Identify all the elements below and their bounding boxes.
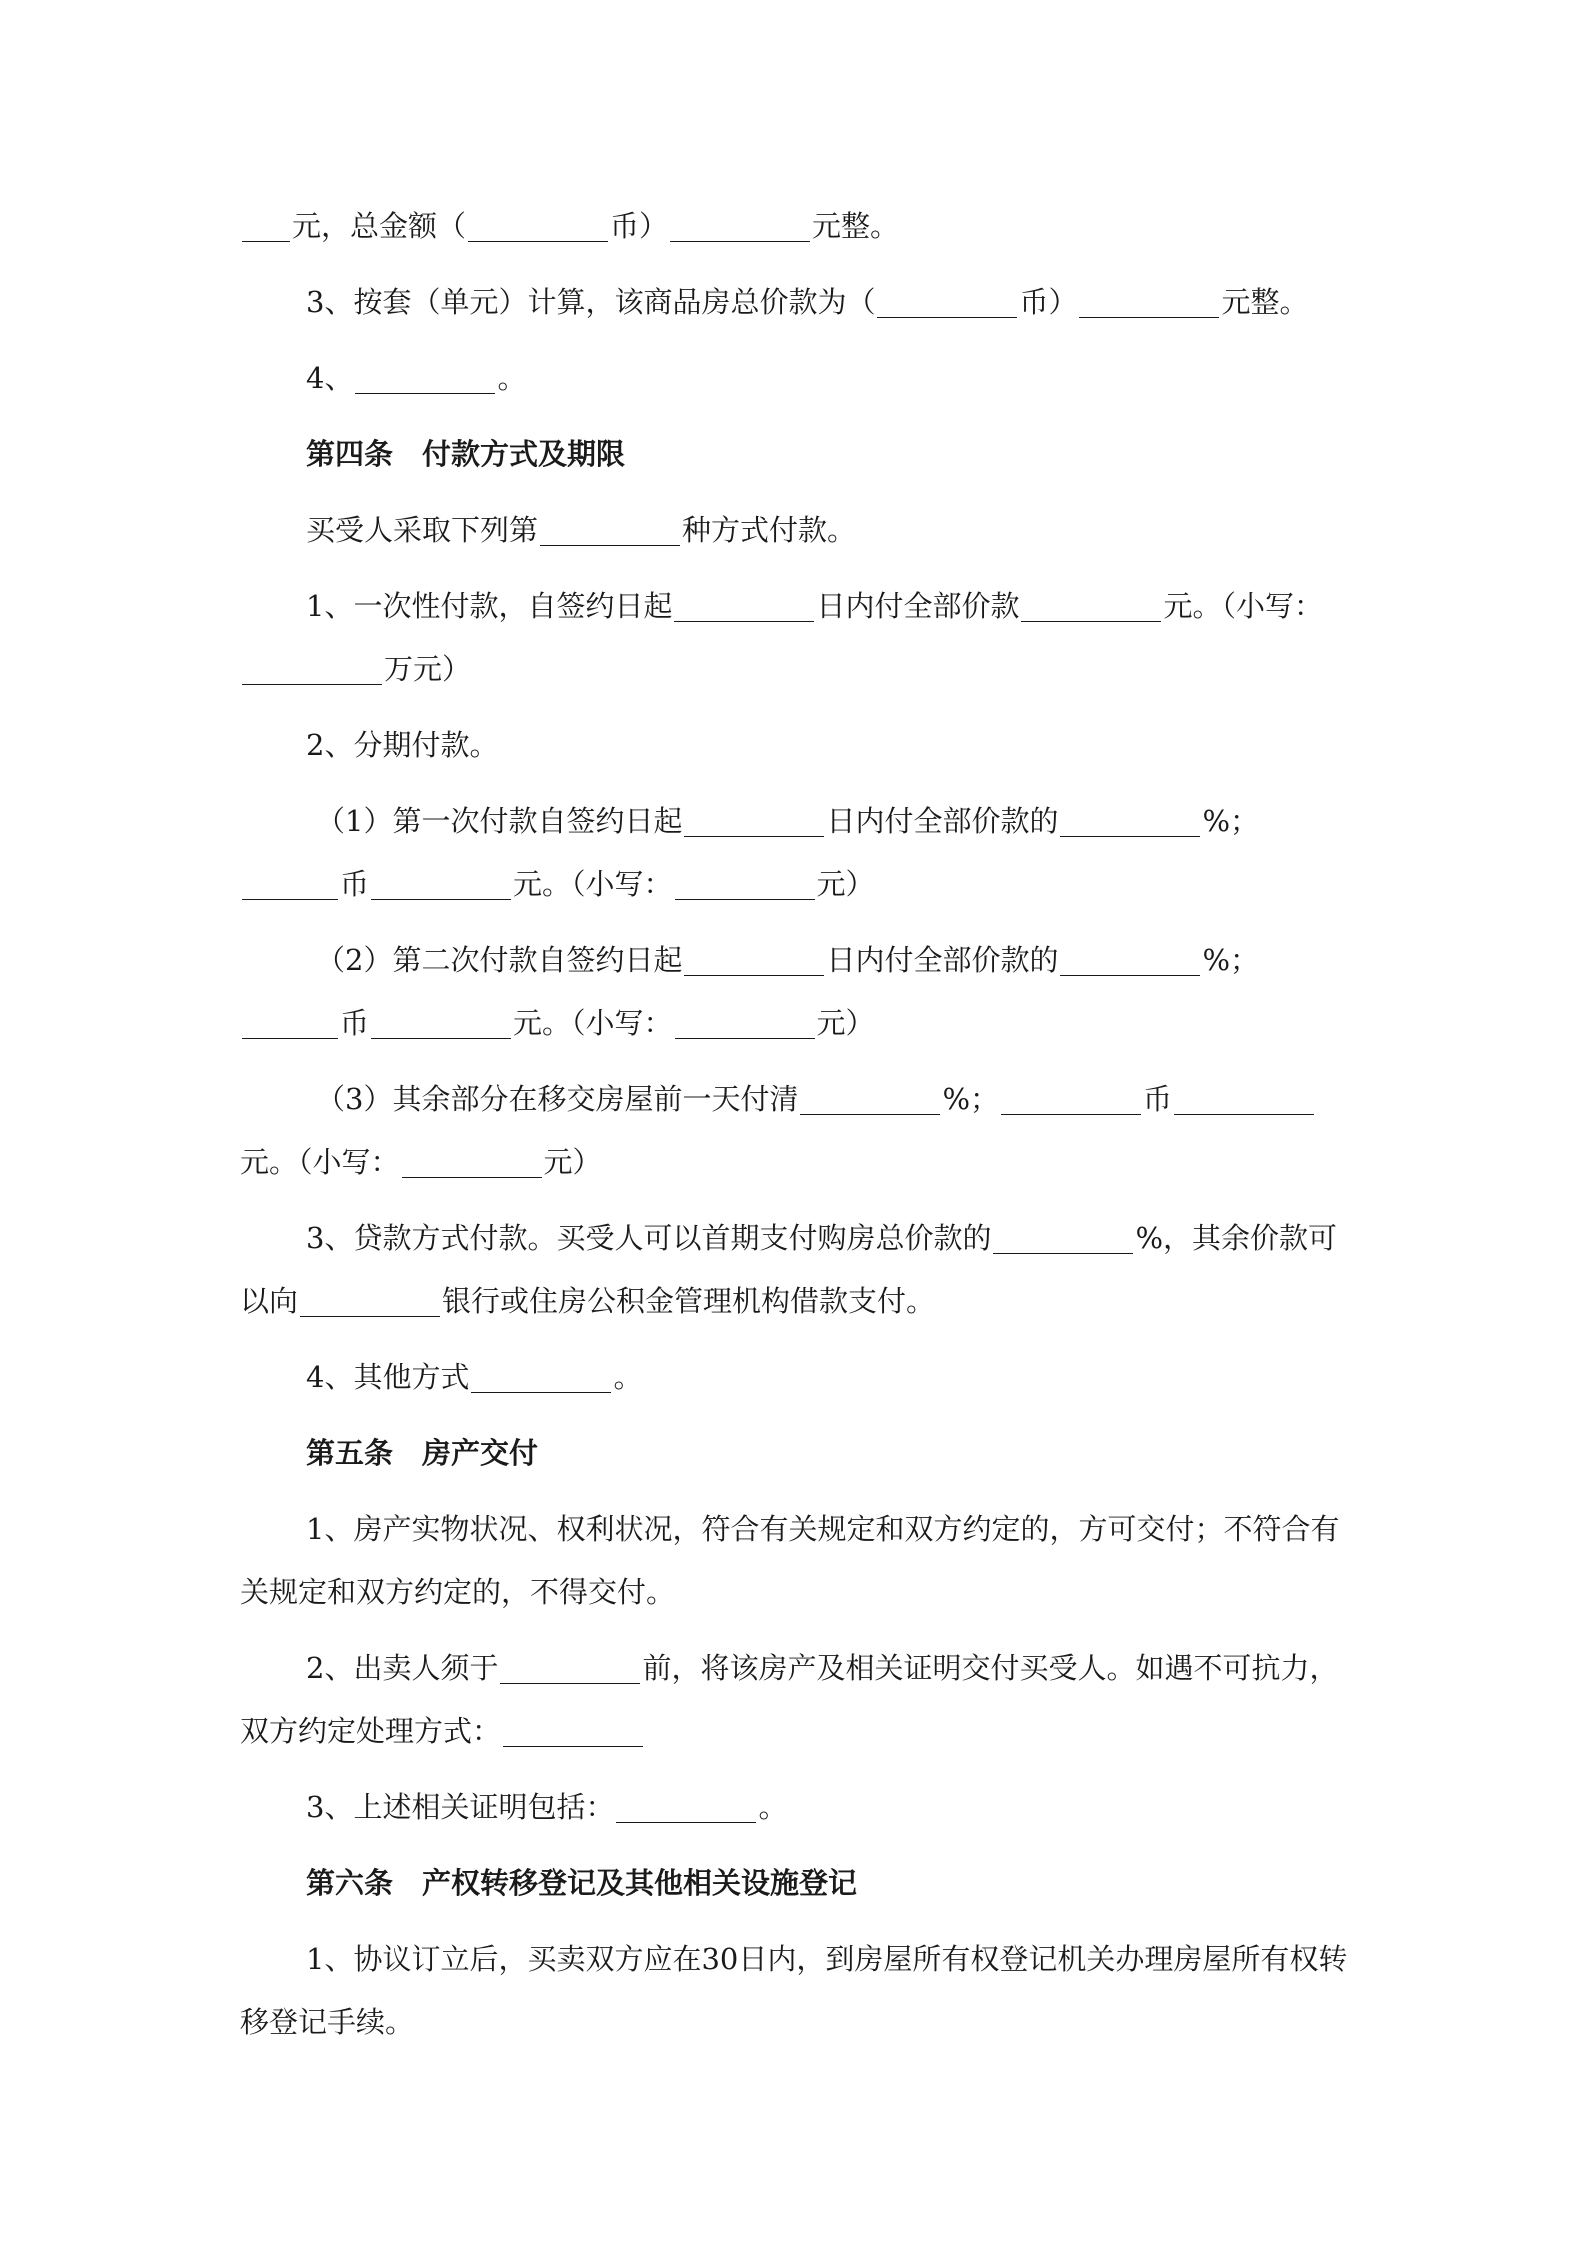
- paragraph-total-amount: 元，总金额（ 币） 元整。: [240, 195, 1350, 258]
- blank-field: [500, 1653, 640, 1684]
- blank-field: [616, 1792, 756, 1823]
- blank-field: [1001, 1084, 1141, 1115]
- blank-field: [877, 287, 1017, 318]
- blank-field: [242, 211, 290, 242]
- blank-field: [468, 211, 608, 242]
- paragraph-delivery-conditions: 1、房产实物状况、权利状况，符合有关规定和双方约定的，方可交付；不符合有关规定和双方约定的，不得交付。: [240, 1512, 1340, 1609]
- blank-field: [675, 869, 815, 900]
- paragraph-installment-2: （2）第二次付款自签约日起 日内付全部价款的 %；币 元。（小写： 元）: [240, 929, 1350, 1055]
- blank-field: [1060, 806, 1200, 837]
- blank-field: [402, 1147, 542, 1178]
- blank-field: [503, 1716, 643, 1747]
- paragraph-price-by-unit: 3、按套（单元）计算，该商品房总价款为（ 币） 元整。: [306, 285, 1309, 319]
- blank-field: [371, 1008, 511, 1039]
- blank-field: [670, 211, 810, 242]
- paragraph-payment-choice: 买受人采取下列第 种方式付款。: [306, 513, 857, 547]
- blank-field: [242, 654, 382, 685]
- blank-field: [371, 869, 511, 900]
- blank-field: [471, 1362, 611, 1393]
- paragraph-lump-sum-payment: 1、一次性付款，自签约日起 日内付全部价款 元。（小写：万元）: [240, 575, 1350, 701]
- paragraph-related-documents: 3、上述相关证明包括： 。: [306, 1790, 788, 1824]
- blank-field: [1079, 287, 1219, 318]
- blank-field: [675, 1008, 815, 1039]
- blank-field: [993, 1223, 1133, 1254]
- blank-field: [800, 1084, 940, 1115]
- blank-field: [355, 363, 495, 394]
- blank-field: [1021, 591, 1161, 622]
- section-heading-article-6: 第六条 产权转移登记及其他相关设施登记: [306, 1866, 858, 1900]
- blank-field: [684, 806, 824, 837]
- paragraph-installment-1: （1）第一次付款自签约日起 日内付全部价款的 %；币 元。（小写： 元）: [240, 790, 1350, 916]
- section-heading-article-4: 第四条 付款方式及期限: [306, 437, 626, 471]
- paragraph-installment-payment: 2、分期付款。: [306, 728, 499, 762]
- paragraph-delivery-deadline: 2、出卖人须于 前，将该房产及相关证明交付买受人。如遇不可抗力，双方约定处理方式：: [240, 1651, 1339, 1748]
- blank-field: [242, 869, 338, 900]
- paragraph-installment-3: （3）其余部分在移交房屋前一天付清 %； 币元。（小写： 元）: [240, 1068, 1350, 1194]
- blank-field: [540, 515, 680, 546]
- paragraph-other-payment: 4、其他方式 。: [306, 1360, 643, 1394]
- paragraph-loan-payment: 3、贷款方式付款。买受人可以首期支付购房总价款的 %，其余价款可以向 银行或住房公积金管理机构借款支付。: [240, 1221, 1338, 1318]
- blank-field: [684, 945, 824, 976]
- blank-field: [1174, 1084, 1314, 1115]
- document-page: [240, 195, 1350, 2067]
- section-heading-article-5: 第五条 房产交付: [306, 1436, 539, 1470]
- paragraph-item-4: 4、 。: [306, 361, 527, 395]
- blank-field: [674, 591, 814, 622]
- paragraph-title-transfer: 1、协议订立后，买卖双方应在30日内，到房屋所有权登记机关办理房屋所有权转移登记手续。: [240, 1942, 1348, 2039]
- blank-field: [242, 1008, 338, 1039]
- blank-field: [1060, 945, 1200, 976]
- blank-field: [300, 1286, 440, 1317]
